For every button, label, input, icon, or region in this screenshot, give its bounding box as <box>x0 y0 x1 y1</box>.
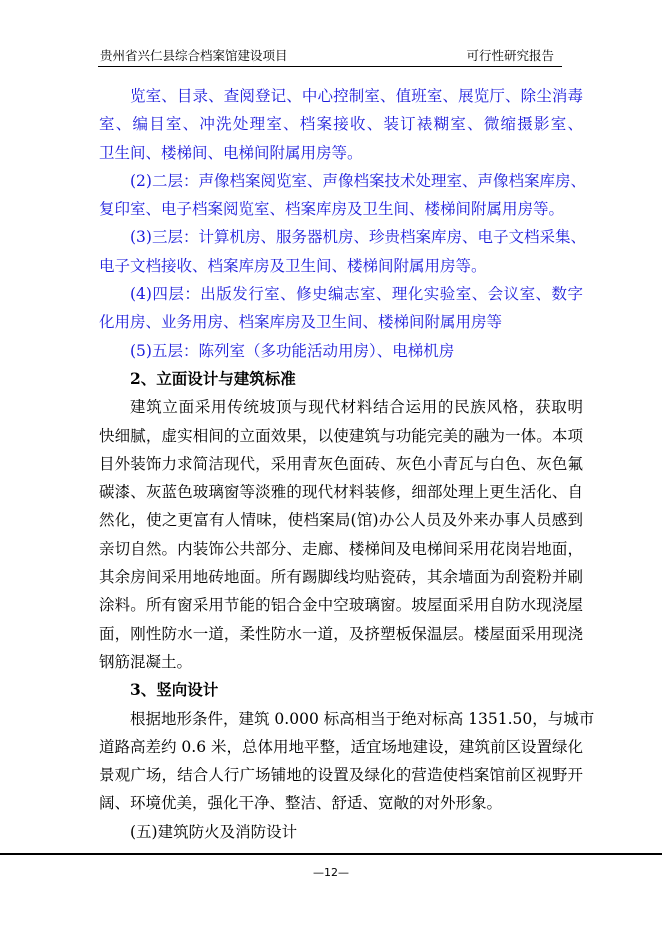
header-project-title: 贵州省兴仁县综合档案馆建设项目 <box>100 48 288 63</box>
facade-line-7: 其余房间采用地砖地面。所有踢脚线均贴瓷砖，其余墙面为刮瓷粉并刷 <box>99 568 583 587</box>
vertical-line-4: 阔、环境优美，强化干净、整洁、舒适、宽敞的对外形象。 <box>99 794 503 813</box>
floor4-line-2: 化用房、业务用房、档案库房及卫生间、楼梯间附属用房等 <box>99 313 503 332</box>
vertical-line-1: 根据地形条件，建筑 0.000 标高相当于绝对标高 1351.50，与城市 <box>130 709 595 728</box>
header-rule <box>98 66 562 67</box>
page-number: —12— <box>313 866 349 879</box>
floor4-line-1: (4)四层：出版发行室、修史编志室、理化实验室、会议室、数字 <box>130 285 583 304</box>
facade-line-9: 面，刚性防水一道，柔性防水一道，及挤塑板保温层。楼屋面采用现浇 <box>99 624 583 643</box>
facade-line-8: 涂料。所有窗采用节能的铝合金中空玻璃窗。坡屋面采用自防水现浇屋 <box>99 596 583 615</box>
section-heading-vertical: 3、竖向设计 <box>130 680 219 700</box>
floor1-line-2: 室、编目室、冲洗处理室、档案接收、装订裱糊室、微缩摄影室、 <box>99 115 583 134</box>
floor3-line-1: (3)三层：计算机房、服务器机房、珍贵档案库房、电子文档采集、 <box>130 228 586 247</box>
facade-line-4: 碳漆、灰蓝色玻璃窗等淡雅的现代材料装修，细部处理上更生活化、自 <box>99 483 583 502</box>
facade-line-2: 快细腻，虚实相间的立面效果，以使建筑与功能完美的融为一体。本项 <box>99 426 583 445</box>
vertical-line-3: 景观广场，结合人行广场铺地的设置及绿化的营造使档案馆前区视野开 <box>99 766 583 785</box>
floor1-line-3: 卫生间、楼梯间、电梯间附属用房等。 <box>99 143 363 162</box>
floor1-line-1: 览室、目录、查阅登记、中心控制室、值班室、展览厅、除尘消毒 <box>130 87 583 105</box>
page-header <box>98 47 562 65</box>
facade-line-3: 目外装饰力求简洁现代，采用青灰色面砖、灰色小青瓦与白色、灰色氟 <box>99 454 583 473</box>
section-heading-fire: (五)建筑防火及消防设计 <box>130 822 298 841</box>
vertical-line-2: 道路高差约 0.6 米，总体用地平整，适宜场地建设，建筑前区设置绿化 <box>99 737 584 756</box>
header-report-title: 可行性研究报告 <box>466 48 554 63</box>
facade-line-10: 钢筋混凝土。 <box>99 652 193 671</box>
floor3-line-2: 电子文档接收、档案库房及卫生间、楼梯间附属用房等。 <box>99 256 487 275</box>
floor5-line: (5)五层：陈列室（多功能活动用房）、电梯机房 <box>130 341 455 360</box>
facade-line-5: 然化，使之更富有人情味，使档案局(馆)办公人员及外来办事人员感到 <box>99 511 583 530</box>
footer-rule <box>0 853 662 855</box>
floor2-line-2: 复印室、电子档案阅览室、档案库房及卫生间、楼梯间附属用房等。 <box>99 200 565 219</box>
facade-line-1: 建筑立面采用传统坡顶与现代材料结合运用的民族风格，获取明 <box>130 398 583 417</box>
floor2-line-1: (2)二层：声像档案阅览室、声像档案技术处理室、声像档案库房、 <box>130 171 586 190</box>
facade-line-6: 亲切自然。内装饰公共部分、走廊、楼梯间及电梯间采用花岗岩地面， <box>99 539 583 558</box>
section-heading-facade: 2、立面设计与建筑标准 <box>130 368 296 388</box>
document-body <box>99 82 595 846</box>
